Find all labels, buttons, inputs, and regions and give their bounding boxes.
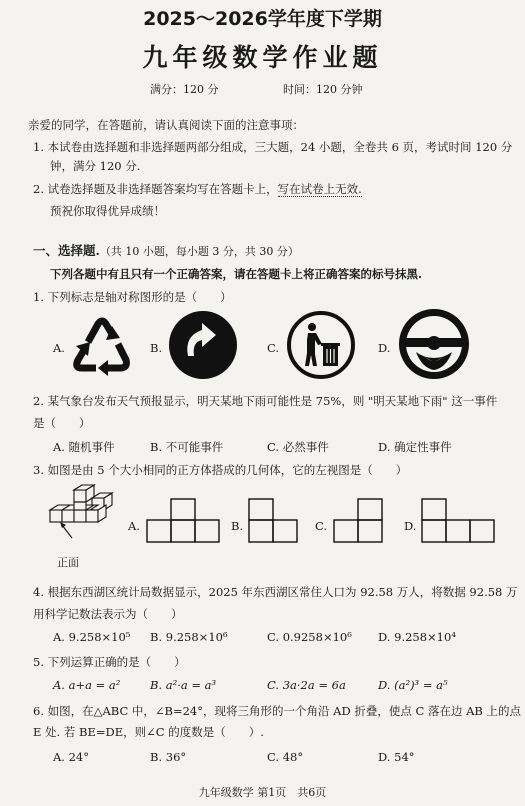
q3-label-a: A. xyxy=(128,519,140,533)
notice-good-luck: 预祝你取得优异成绩！ xyxy=(50,204,165,218)
page-footer: 九年级数学 第1页 共6页 xyxy=(198,786,327,799)
green-dot-icon xyxy=(168,310,238,380)
q5-option-a: A. a+a = a² xyxy=(53,678,121,692)
notice-intro: 亲爱的同学，在答题前，请认真阅读下面的注意事项： xyxy=(28,118,304,132)
notice-item-2-emphasis: 写在试卷上无效. xyxy=(277,182,362,196)
q3-option-c-view xyxy=(333,498,385,544)
exam-title-main: 九年级数学作业题 xyxy=(142,43,383,72)
q4-option-c: C. 0.9258×10⁶ xyxy=(267,630,352,644)
q6-option-a: A. 24° xyxy=(53,750,89,764)
q2-stem: 2. 某气象台发布天气预报显示，明天某地下雨可能性是 75%，则 "明天某地下雨" 这一事件 xyxy=(33,394,498,408)
section-note: （共 10 小题，每小题 3 分，共 30 分） xyxy=(99,245,299,258)
notice-item-2-text: 2. 试卷选择题及非选择题答案均写在答题卡上， xyxy=(33,182,278,196)
q2-option-a: A. 随机事件 xyxy=(53,440,115,454)
q3-front-label: 正面 xyxy=(57,556,79,569)
q6-option-b: B. 36° xyxy=(150,750,187,764)
q6-option-d: D. 54° xyxy=(378,750,415,764)
section-heading xyxy=(33,241,299,259)
q3-option-a-view xyxy=(146,498,220,544)
q5-stem: 5. 下列运算正确的是（ ） xyxy=(33,655,186,669)
q6-option-c: C. 48° xyxy=(267,750,304,764)
q4-option-d: D. 9.258×10⁴ xyxy=(378,630,456,644)
q2-stem-cont: 是（ ） xyxy=(33,416,91,430)
q6-stem-cont: E 处. 若 BE=DE，则∠C 的度数是（ ）. xyxy=(33,725,264,739)
q1-label-a: A. xyxy=(53,341,65,355)
q2-option-d: D. 确定性事件 xyxy=(378,440,452,454)
q1-label-d: D. xyxy=(378,341,391,355)
q4-stem: 4. 根据东西湖区统计局数据显示，2025 年东西湖区常住人口为 92.58 万人，将数据 92.58 万 xyxy=(33,585,518,599)
no-littering-icon xyxy=(286,310,356,380)
q1-stem: 1. 下列标志是轴对称图形的是（ ） xyxy=(33,290,232,304)
full-score: 满分：120 分 xyxy=(150,83,219,96)
notice-item-2 xyxy=(33,181,362,197)
q5-option-b: B. a²·a = a³ xyxy=(150,678,217,692)
q1-label-c: C. xyxy=(267,341,280,355)
q4-option-b: B. 9.258×10⁶ xyxy=(150,630,228,644)
q3-option-b-view xyxy=(248,498,300,544)
q4-option-a: A. 9.258×10⁵ xyxy=(53,630,131,644)
q6-stem: 6. 如图，在△ABC 中，∠B=24°，现将三角形的一个角沿 AD 折叠，使点 C 落在边 AB 上的点 xyxy=(33,704,522,718)
section-title: 一、选择题. xyxy=(33,243,100,258)
q3-stem: 3. 如图是由 5 个大小相同的正方体搭成的几何体，它的左视图是（ ） xyxy=(33,463,408,477)
notice-item-1-cont: 钟，满分 120 分. xyxy=(50,159,141,173)
q5-option-c: C. 3a·2a = 6a xyxy=(267,678,346,692)
q2-option-c: C. 必然事件 xyxy=(267,440,329,454)
exam-title-year: 2025～2026学年度下学期 xyxy=(143,8,382,30)
notice-item-1: 1. 本试卷由选择题和非选择题两部分组成，三大题，24 小题，全卷共 6 页，考试时间 120 分 xyxy=(33,140,513,154)
q3-label-d: D. xyxy=(404,519,417,533)
q5-option-d: D. (a²)³ = a⁵ xyxy=(378,678,448,692)
q2-option-b: B. 不可能事件 xyxy=(150,440,224,454)
exam-time: 时间：120 分钟 xyxy=(283,83,363,96)
section-instruction: 下列各题中有且只有一个正确答案，请在答题卡上将正确答案的标号抹黑. xyxy=(50,267,422,281)
q3-label-c: C. xyxy=(315,519,328,533)
recycle-icon xyxy=(68,312,136,376)
q3-label-b: B. xyxy=(231,519,244,533)
q3-option-d-view xyxy=(421,498,497,544)
q3-solid-figure xyxy=(46,480,126,544)
q4-stem-cont: 用科学记数法表示为（ ） xyxy=(33,607,183,621)
emblem-icon xyxy=(398,308,470,380)
q1-label-b: B. xyxy=(150,341,163,355)
